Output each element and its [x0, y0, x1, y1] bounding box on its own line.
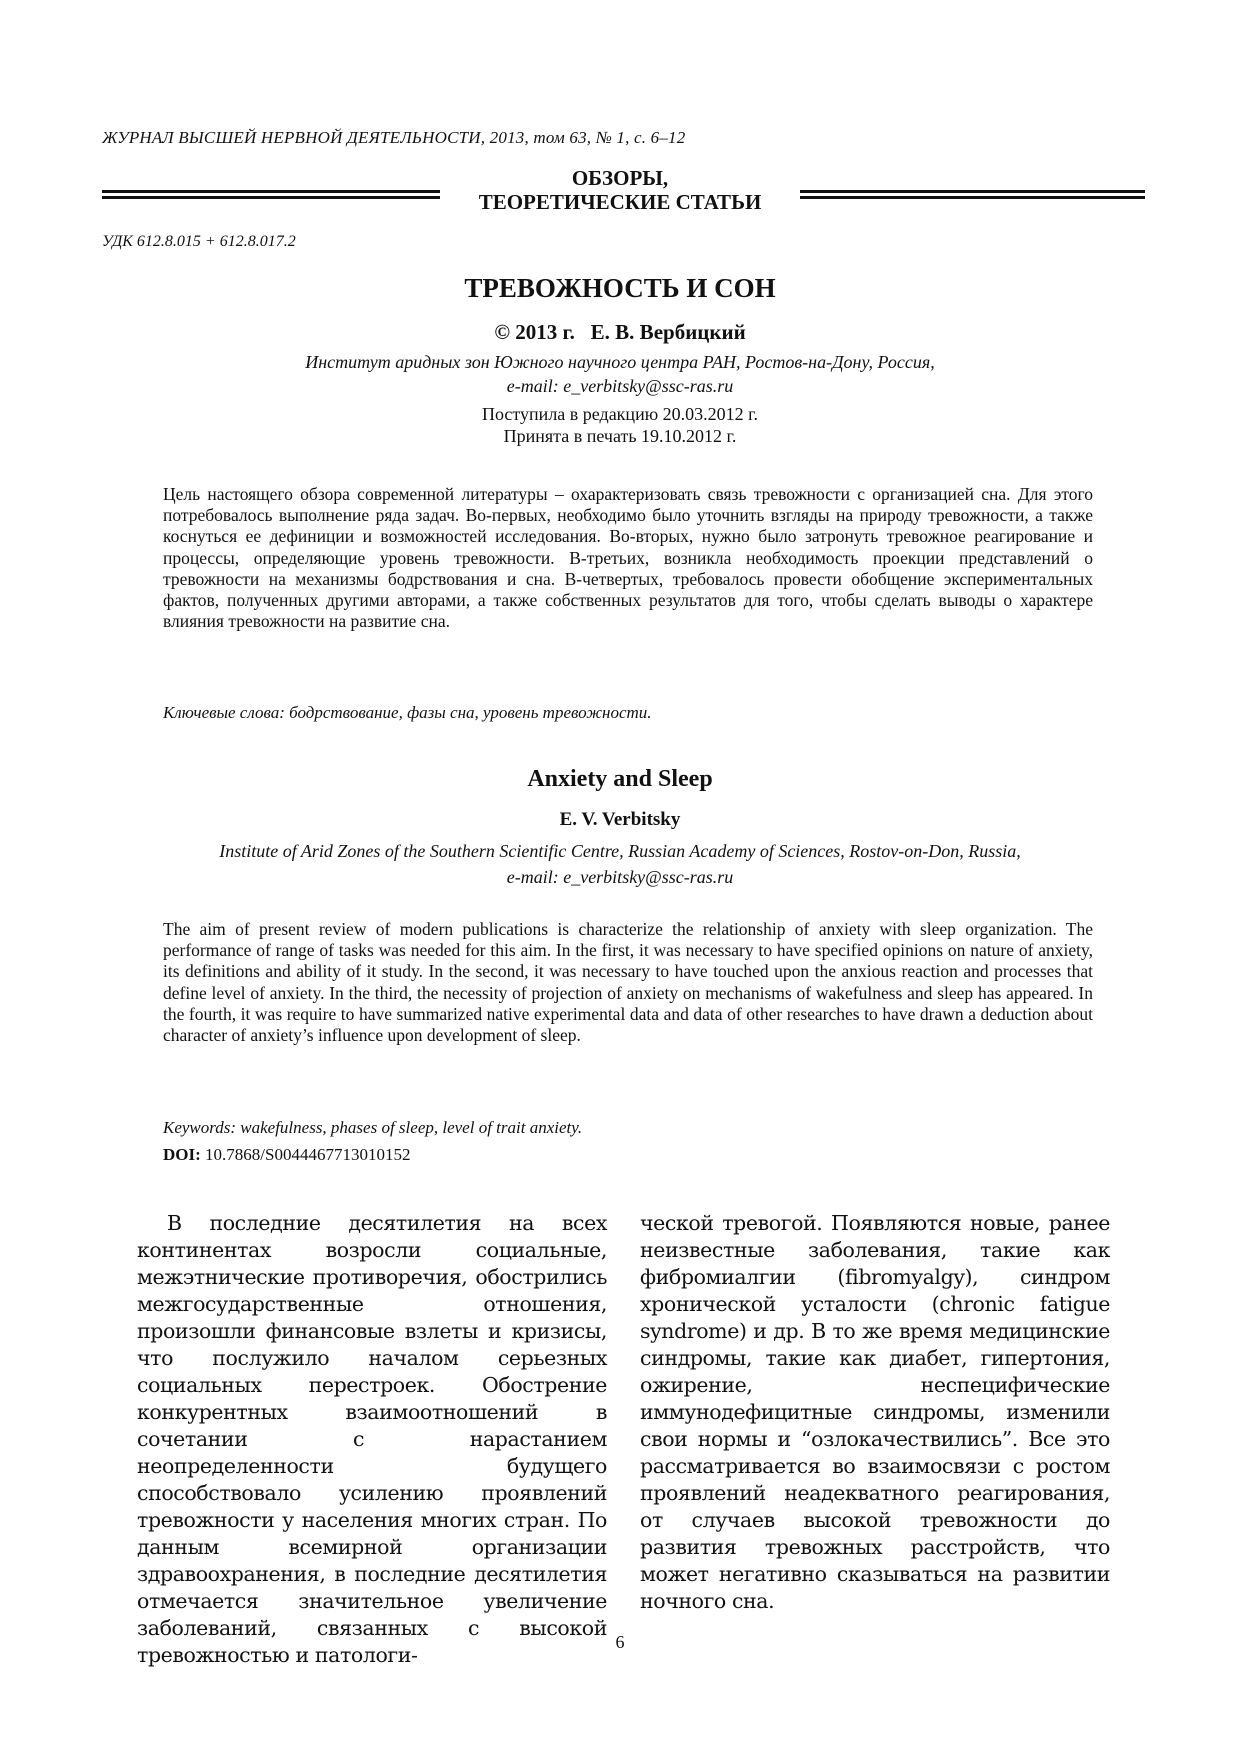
affiliation-ru	[0, 350, 1240, 398]
udk-code: УДК 612.8.015 + 612.8.017.2	[102, 233, 296, 250]
keywords-ru: Ключевые слова: бодрствование, фазы сна, уровень тревожности.	[163, 703, 652, 722]
body-column-right	[640, 1210, 1110, 1615]
section-rule-right	[800, 190, 1145, 199]
page-number: 6	[615, 1632, 625, 1652]
article-title-ru: ТРЕВОЖНОСТЬ И СОН	[464, 273, 776, 303]
author-ru: © 2013 г. Е. В. Вербицкий	[494, 320, 746, 344]
journal-citation: ЖУРНАЛ ВЫСШЕЙ НЕРВНОЙ ДЕЯТЕЛЬНОСТИ, 2013, том 63, № 1, с. 6–12	[102, 128, 686, 147]
section-heading	[440, 166, 800, 214]
section-heading-line1: ОБЗОРЫ,	[571, 166, 669, 190]
accepted-date: Принята в печать 19.10.2012 г.	[503, 426, 737, 446]
body-paragraph-continued: ческой тревогой. Появляются новые, ранее неизвестные заболевания, такие как фибромиалгии (fibromyalgy), синдром хронической усталости (chronic fatigue syndrome) и др. В то же время медицинские синдромы, такие как диабет, гипертония, ожирение, неспецифические иммунодефицитные синдромы, изменили свои нормы и “озлокачествились”. Все это рассматривается во взаимосвязи с ростом проявлений неадекватного реагирования, от случаев высокой тревожности до развития тревожных расстройств, что может негативно сказываться на развитии ночного сна.	[640, 1211, 1110, 1613]
email-en: e-mail: e_verbitsky@ssc-ras.ru	[506, 867, 734, 887]
abstract-ru: Цель настоящего обзора современной литературы – охарактеризовать связь тревожности с организацией сна. Для этого потребовалось выполнение ряда задач. Во-первых, необходимо было уточнить взгляды на природу тревожности, а также коснуться ее дефиниции и возможностей исследования. Во-вторых, нужно было затронуть тревожное реагирование и процессы, определяющие уровень тревожности. В-третьих, возникла необходимость проекции представлений о тревожности на механизмы бодрствования и сна. В-четвертых, требовалось провести обобщение экспериментальных фактов, полученных другими авторами, а также собственных результатов для того, чтобы сделать выводы о характере влияния тревожности на развитие сна.	[163, 484, 1093, 632]
abstract-en: The aim of present review of modern publications is characterize the relationship of anxiety with sleep organization. The performance of range of tasks was needed for this aim. In the first, it was necessary to have specified opinions on nature of anxiety, its definitions and ability of it study. In the second, it was necessary to have touched upon the anxious reaction and processes that define level of anxiety. In the third, the necessity of projection of anxiety on mechanisms of wakefulness and sleep has appeared. In the fourth, it was require to have summarized native experimental data and data of other researches to have drawn a deduction about character of anxiety’s influence upon development of sleep.	[163, 919, 1093, 1046]
doi	[163, 1145, 410, 1165]
author-en: E. V. Verbitsky	[559, 809, 681, 830]
doi-label: DOI:	[163, 1145, 201, 1164]
article-title-en: Anxiety and Sleep	[527, 766, 713, 792]
section-heading-line2: ТЕОРЕТИЧЕСКИЕ СТАТЬИ	[478, 190, 762, 214]
affiliation-en-text: Institute of Arid Zones of the Southern Scientific Centre, Russian Academy of Sciences, Rostov-on-Don, Russia,	[219, 841, 1021, 861]
body-column-left	[137, 1210, 607, 1669]
section-rule-left	[102, 190, 440, 199]
affiliation-ru-text: Институт аридных зон Южного научного центра РАН, Ростов-на-Дону, Россия,	[305, 352, 935, 372]
dates-ru	[0, 403, 1240, 447]
doi-value: 10.7868/S0044467713010152	[200, 1145, 411, 1164]
affiliation-en	[0, 838, 1240, 890]
body-paragraph: В последние десятилетия на всех континентах возросли социальные, межэтнические противоречия, обострились межгосударственные отношения, произошли финансовые взлеты и кризисы, что послужило началом серьезных социальных перестроек. Обострение конкурентных взаимоотношений в сочетании с нарастанием неопределенности будущего способствовало усилению проявлений тревожности у населения многих стран. По данным всемирной организации здравоохранения, в последние десятилетия отмечается значительное увеличение заболеваний, связанных с высокой тревожностью и патологи-	[137, 1211, 607, 1667]
keywords-en: Keywords: wakefulness, phases of sleep, level of trait anxiety.	[163, 1118, 583, 1137]
email-ru: e-mail: e_verbitsky@ssc-ras.ru	[506, 376, 734, 396]
received-date: Поступила в редакцию 20.03.2012 г.	[481, 404, 758, 424]
